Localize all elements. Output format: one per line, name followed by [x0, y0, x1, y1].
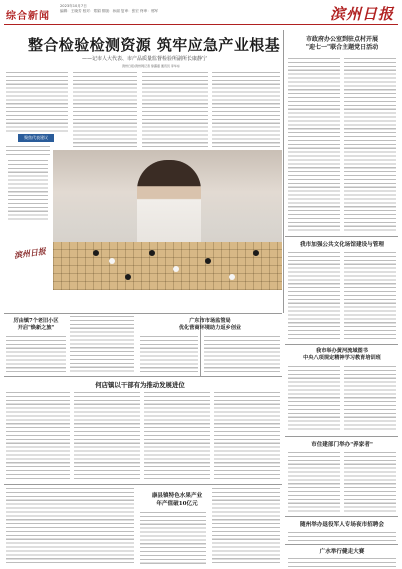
go-stone — [205, 258, 211, 264]
article-body-8 — [288, 532, 396, 542]
article-title-9: 康县镇特色水果产业 年产值破10亿元 — [151, 493, 203, 507]
article-body-bottom-left — [6, 488, 134, 566]
photo-caption-lines — [8, 160, 48, 220]
go-stone — [109, 258, 115, 264]
go-stone — [149, 250, 155, 256]
main-body-col1b — [6, 146, 50, 156]
article-title-7: 何店镇以干部有为推动发展进位 — [95, 381, 185, 389]
article-body-4a — [288, 452, 340, 512]
go-stone — [173, 266, 179, 272]
main-byline: 滨州日报/滨州网记者 徐露嘉 通讯员 李华东 — [122, 64, 180, 68]
section-label: 综合新闻 — [6, 11, 50, 22]
article-title-1: 市政府办公室到驻点村开展 "迎七一"联合主题党日活动 — [305, 36, 379, 51]
column-divider-right — [283, 30, 284, 313]
article-body-9b — [212, 488, 280, 566]
article-body-3a — [288, 366, 340, 432]
go-stone — [125, 274, 131, 280]
article-body-2b — [344, 252, 396, 340]
issue-editors: 编辑：王晓芳 校对：郑娟 排版：孙丽 复审：张宏 终审：邢军 — [60, 9, 159, 13]
article-body-7d — [214, 392, 280, 480]
article-body-7a — [6, 392, 70, 480]
article-title-4: 市住建部门举办"养家者" — [311, 442, 373, 448]
article-body-10 — [288, 558, 396, 568]
main-body-col4 — [212, 72, 280, 148]
main-headline: 整合检验检测资源 筑牢应急产业根基 — [28, 36, 281, 54]
main-photo — [53, 150, 282, 290]
go-board — [53, 242, 282, 290]
article-title-10: 广水举行健走大赛 — [319, 549, 365, 555]
main-subheadline: ——记市人大代表、市产品质量监督检验所副所长康静宁 — [82, 56, 208, 62]
article-body-7c — [144, 392, 210, 480]
issue-info — [60, 4, 158, 14]
article-body-6a — [140, 336, 198, 374]
go-stone — [93, 250, 99, 256]
feature-tag: 聚焦代表建议 — [18, 134, 54, 142]
go-stone — [253, 250, 259, 256]
right-divider-5 — [285, 544, 398, 545]
article-title-8: 随州举办退役军人专场夜市招聘会 — [300, 522, 384, 528]
article-body-5b — [70, 316, 134, 374]
section-divider-1 — [4, 313, 282, 314]
article-title-3: 我市举办黄河流域图书 中央八项规定精神学习教育培训班 — [303, 348, 381, 361]
page-header — [0, 0, 402, 26]
article-body-9a — [140, 512, 206, 566]
section-divider-3 — [4, 484, 282, 485]
right-divider-3 — [285, 436, 398, 437]
right-divider-1 — [285, 236, 398, 237]
article-body-5a — [6, 336, 66, 374]
article-title-2: 我市加强公共文化场馆建设与管理 — [300, 242, 384, 248]
article-body-1b — [344, 58, 396, 232]
right-divider-2 — [285, 344, 398, 345]
main-body-col3 — [142, 72, 208, 148]
article-title-6: 广东市市场监管局 优化营商环境助力返乡创业 — [178, 318, 242, 331]
newspaper-masthead: 滨州日报 — [329, 5, 394, 23]
issue-date: 2023年10月7日 — [60, 4, 87, 8]
header-rule — [4, 24, 398, 25]
main-body-col1 — [6, 72, 68, 132]
article-body-1a — [288, 58, 340, 232]
article-body-6b — [204, 336, 280, 374]
article-body-4b — [344, 452, 396, 512]
section-divider-2 — [4, 376, 282, 377]
main-body-col2 — [73, 72, 137, 148]
article-body-7b — [74, 392, 140, 480]
article-body-3b — [344, 366, 396, 432]
stamp-logo: 滨州日报 — [13, 245, 47, 261]
article-title-5: 厉由镇7个老旧小区 开启"焕新之旅" — [13, 318, 59, 331]
article-body-2a — [288, 252, 340, 340]
right-divider-4 — [285, 516, 398, 517]
go-stone — [229, 274, 235, 280]
photo-subject — [137, 160, 201, 252]
